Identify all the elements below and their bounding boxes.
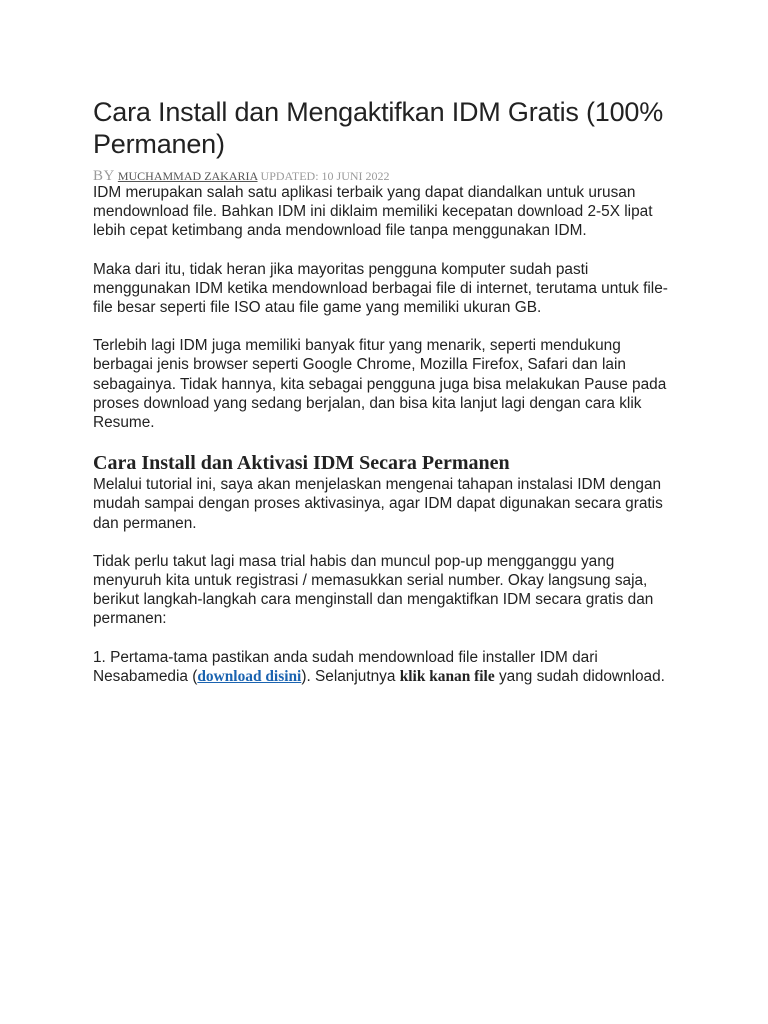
step-1-text-c: yang sudah didownload. [494, 667, 665, 685]
paragraph-3: Terlebih lagi IDM juga memiliki banyak fitur yang menarik, seperti mendukung berbagai jenis browser seperti Google Chrome, Mozilla Firefox, Safari dan lain sebagainya. Tidak hannya, kita sebagai pengguna juga bisa melakukan Pause pada proses download yang sedang berjalan, dan bisa kita lanjut lagi dengan cara klik Resume. [93, 337, 667, 432]
step-1-text-a: 1. Pertama-tama pastikan anda sudah mendownload file installer IDM dari Nesabamedia ( [93, 648, 598, 685]
step-1 [93, 648, 683, 686]
author-link[interactable]: MUCHAMMAD ZAKARIA [117, 169, 258, 183]
section-paragraph-1: Melalui tutorial ini, saya akan menjelaskan mengenai tahapan instalasi IDM dengan mudah sampai dengan proses aktivasinya, agar IDM dapat digunakan secara gratis dan permanen. [93, 476, 663, 532]
download-link[interactable]: download disini [197, 667, 302, 685]
paragraph-2: Maka dari itu, tidak heran jika mayoritas pengguna komputer sudah pasti menggunakan IDM ketika mendownload berbagai file di internet, terutama untuk file-file besar seperti file ISO atau file game yang memiliki ukuran GB. [93, 260, 668, 317]
article [93, 96, 683, 686]
updated-date: UPDATED: 10 JUNI 2022 [260, 169, 390, 183]
section-heading: Cara Install dan Aktivasi IDM Secara Permanen [93, 452, 510, 475]
step-1-text-b: ). Selanjutnya [301, 667, 400, 685]
step-1-bold: klik kanan file [399, 667, 495, 685]
byline-by: BY [93, 168, 115, 184]
section-paragraph-2: Tidak perlu takut lagi masa trial habis dan muncul pop-up mengganggu yang menyuruh kita untuk registrasi / memasukkan serial number. Okay langsung saja, berikut langkah-langkah cara menginstall dan mengaktifkan IDM secara gratis dan permanen: [93, 552, 654, 628]
paragraph-1: IDM merupakan salah satu aplikasi terbaik yang dapat diandalkan untuk urusan mendownload file. Bahkan IDM ini diklaim memiliki kecepatan download 2-5X lipat lebih cepat ketimbang anda mendownload file tanpa menggunakan IDM. [93, 184, 653, 240]
byline [93, 169, 683, 183]
article-title: Cara Install dan Mengaktifkan IDM Gratis (100% Permanen) [93, 97, 664, 159]
